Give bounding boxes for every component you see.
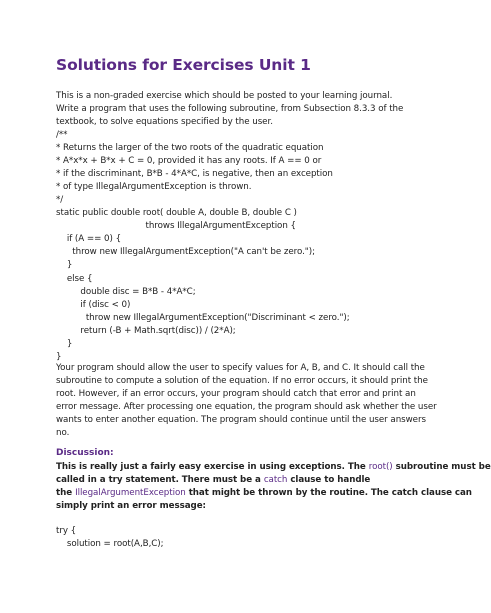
page-title: Solutions for Exercises Unit 1	[56, 56, 311, 74]
discussion-text: the	[56, 488, 76, 499]
task-line: wants to enter another equation. The program should continue until the user answers	[56, 415, 426, 426]
discussion-line	[56, 474, 436, 487]
code-line: }	[56, 338, 73, 349]
code-line: static public double root( double A, double B, double C )	[56, 208, 297, 219]
code-line: }	[56, 260, 73, 271]
discussion-text: that might be thrown by the routine. The catch clause can	[185, 488, 472, 499]
intro-line: Write a program that uses the following subroutine, from Subsection 8.3.3 of the	[56, 104, 404, 115]
code-line: throw new IllegalArgumentException("A can't be zero.");	[56, 247, 315, 258]
try-code-listing	[56, 525, 436, 551]
task-line: error message. After processing one equation, the program should ask whether the user	[56, 402, 437, 413]
code-line: else {	[56, 273, 93, 284]
code-line: if (disc < 0)	[56, 299, 131, 310]
intro-line: textbook, to solve equations specified by the user.	[56, 117, 273, 128]
code-line: if (A == 0) {	[56, 234, 122, 245]
discussion-paragraph	[56, 461, 491, 513]
inline-code: IllegalArgumentException	[75, 488, 186, 499]
code-line: return (-B + Math.sqrt(disc)) / (2*A);	[56, 325, 236, 336]
code-line: */	[56, 195, 64, 206]
task-line: root. However, if an error occurs, your program should catch that error and print an	[56, 389, 416, 400]
code-line: }	[56, 351, 62, 362]
code-line: * Returns the larger of the two roots of the quadratic equation	[56, 143, 324, 154]
task-line: no.	[56, 428, 70, 439]
intro-paragraph	[56, 90, 436, 129]
discussion-line	[56, 487, 472, 500]
discussion-line: simply print an error message:	[56, 501, 206, 512]
code-line: throw new IllegalArgumentException("Discriminant < zero.");	[56, 312, 350, 323]
intro-line: This is a non-graded exercise which should be posted to your learning journal.	[56, 91, 393, 101]
discussion-text: subroutine must be	[392, 462, 491, 472]
discussion-text: This is really just a fairly easy exercise in using exceptions. The	[56, 462, 369, 472]
code-listing	[56, 129, 436, 364]
task-line: Your program should allow the user to specify values for A, B, and C. It should call the	[56, 363, 425, 373]
code-line: * A*x*x + B*x + C = 0, provided it has any roots. If A == 0 or	[56, 156, 322, 167]
inline-code: catch	[263, 475, 288, 486]
discussion-text: clause to handle	[287, 475, 371, 486]
code-line: double disc = B*B - 4*A*C;	[56, 286, 196, 297]
task-line: subroutine to compute a solution of the equation. If no error occurs, it should print the	[56, 376, 428, 387]
task-paragraph	[56, 362, 436, 440]
code-line: throws IllegalArgumentException {	[56, 221, 296, 232]
code-line: try {	[56, 526, 77, 536]
code-line: solution = root(A,B,C);	[56, 539, 164, 550]
code-line: * of type IllegalArgumentException is thrown.	[56, 182, 252, 193]
discussion-line	[56, 461, 491, 474]
discussion-text: called in a try statement. There must be a	[56, 475, 264, 486]
discussion-heading: Discussion:	[56, 448, 114, 458]
inline-code: root()	[368, 462, 393, 472]
code-line: /**	[56, 130, 68, 140]
code-line: * if the discriminant, B*B - 4*A*C, is negative, then an exception	[56, 169, 333, 180]
